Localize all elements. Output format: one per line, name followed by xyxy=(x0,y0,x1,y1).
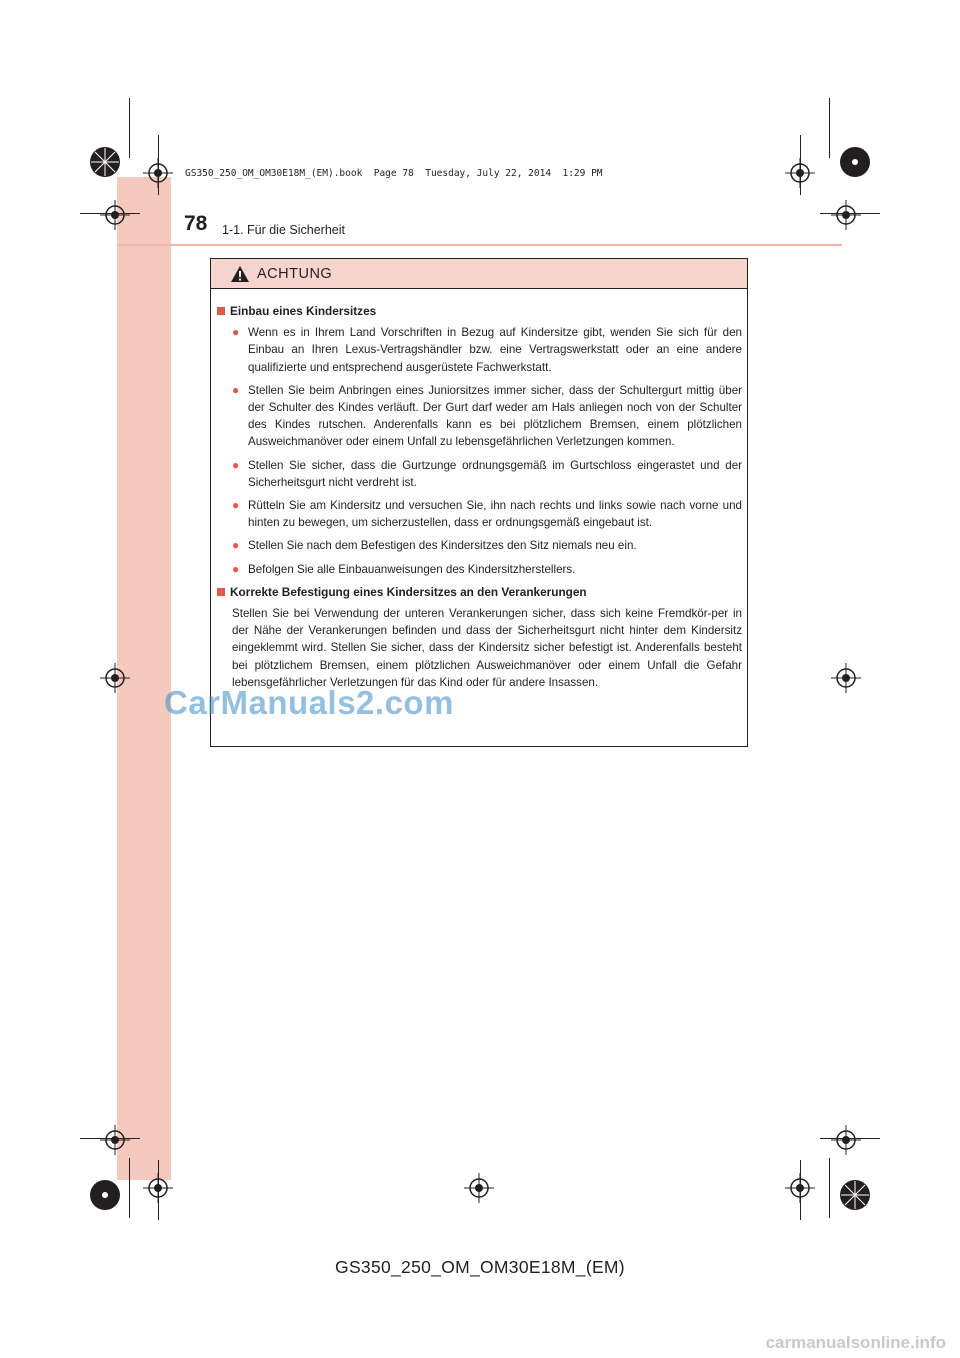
color-bar-mark-icon xyxy=(838,1178,872,1212)
warning-title: ACHTUNG xyxy=(257,265,333,282)
registration-mark-icon xyxy=(143,1173,173,1203)
list-item: ● Stellen Sie sicher, dass die Gurtzunge ordnungsgemäß im Gurtschloss eingerastet und der Sicherheitsgurt nicht verdreht ist. xyxy=(232,457,742,491)
header-rule xyxy=(117,244,842,246)
color-bar-mark-icon xyxy=(88,145,122,179)
registration-mark-icon xyxy=(831,200,861,230)
running-head: 1-1. Für die Sicherheit xyxy=(222,223,345,237)
registration-mark-icon xyxy=(785,158,815,188)
site-watermark: carmanualsonline.info xyxy=(765,1333,946,1352)
bullet-dot-icon: ● xyxy=(232,538,240,553)
warning-box xyxy=(210,258,748,747)
registration-mark-icon xyxy=(785,1173,815,1203)
registration-mark-icon xyxy=(100,663,130,693)
section-heading: Korrekte Befestigung eines Kindersitzes an den Verankerungen xyxy=(217,584,742,601)
watermark-logo: CarManuals2.com xyxy=(164,684,454,721)
section-heading: Einbau eines Kindersitzes xyxy=(217,303,742,320)
warning-header xyxy=(211,259,747,289)
bullet-dot-icon: ● xyxy=(232,457,240,472)
bullet-dot-icon: ● xyxy=(232,498,240,513)
registration-mark-icon xyxy=(831,663,861,693)
section-paragraph: Stellen Sie bei Verwendung der unteren Verankerungen sicher, dass sich keine Fremdkör-per in der Nähe der Verankerungen befinden und dass der Sicherheitsgurt nicht hinter dem Kindersitz eingeklemmt wird. Stellen Sie sicher, dass der Kindersitz sicher befestigt ist. Anderenfalls besteht bei plötzlichem Bremsen, einem plötzlichen Ausweichmanöver oder einem Unfall die Gefahr lebensgefährlicher Verletzungen für das Kind oder für andere Insassen. xyxy=(232,607,742,689)
list-item: ● Wenn es in Ihrem Land Vorschriften in Bezug auf Kindersitze gibt, wenden Sie sich für den Einbau an Ihren Lexus-Vertragshändler bzw. eine Vertragswerkstatt oder an eine andere qualifizierte und entsprechend ausgerüstete Fachwerkstatt. xyxy=(232,324,742,376)
list-item: ● Stellen Sie beim Anbringen eines Juniorsitzes immer sicher, dass der Schultergurt mittig über der Schulter des Kindes verläuft. Der Gurt darf weder am Hals anliegen noch von der Schulter des Kindes rutschen. Anderenfalls kann es bei plötzlichem Bremsen, einem plötzlichen Ausweichmanöver oder einem Unfall zu lebensgefährlichen Verletzungen kommen. xyxy=(232,382,742,451)
bullet-dot-icon: ● xyxy=(232,561,240,576)
list-item: ● Rütteln Sie am Kindersitz und versuchen Sie, ihn nach rechts und links sowie nach vorne und hinten zu bewegen, um sicherzustellen, dass er ordnungsgemäß eingebaut ist. xyxy=(232,497,742,531)
registration-mark-icon xyxy=(100,200,130,230)
list-item: ● Stellen Sie nach dem Befestigen des Kindersitzes den Sitz niemals neu ein. xyxy=(232,537,742,554)
registration-mark-icon xyxy=(143,158,173,188)
registration-mark-icon xyxy=(831,1125,861,1155)
list-item: ● Befolgen Sie alle Einbauanweisungen des Kindersitzherstellers. xyxy=(232,561,742,578)
warning-triangle-icon xyxy=(230,265,250,283)
bullet-dot-icon: ● xyxy=(232,382,240,397)
square-bullet-icon xyxy=(217,588,225,596)
registration-mark-icon xyxy=(100,1125,130,1155)
page-number: 78 xyxy=(184,212,208,235)
color-bar-mark-icon xyxy=(88,1178,122,1212)
color-bar-mark-icon xyxy=(838,145,872,179)
warning-body xyxy=(211,289,747,691)
square-bullet-icon xyxy=(217,307,225,315)
footer-model-code: GS350_250_OM_OM30E18M_(EM) xyxy=(335,1257,625,1277)
bullet-dot-icon: ● xyxy=(232,325,240,340)
registration-mark-icon xyxy=(464,1173,494,1203)
book-stamp: GS350_250_OM_OM30E18M_(EM).book Page 78 Tuesday, July 22, 2014 1:29 PM xyxy=(185,168,603,179)
